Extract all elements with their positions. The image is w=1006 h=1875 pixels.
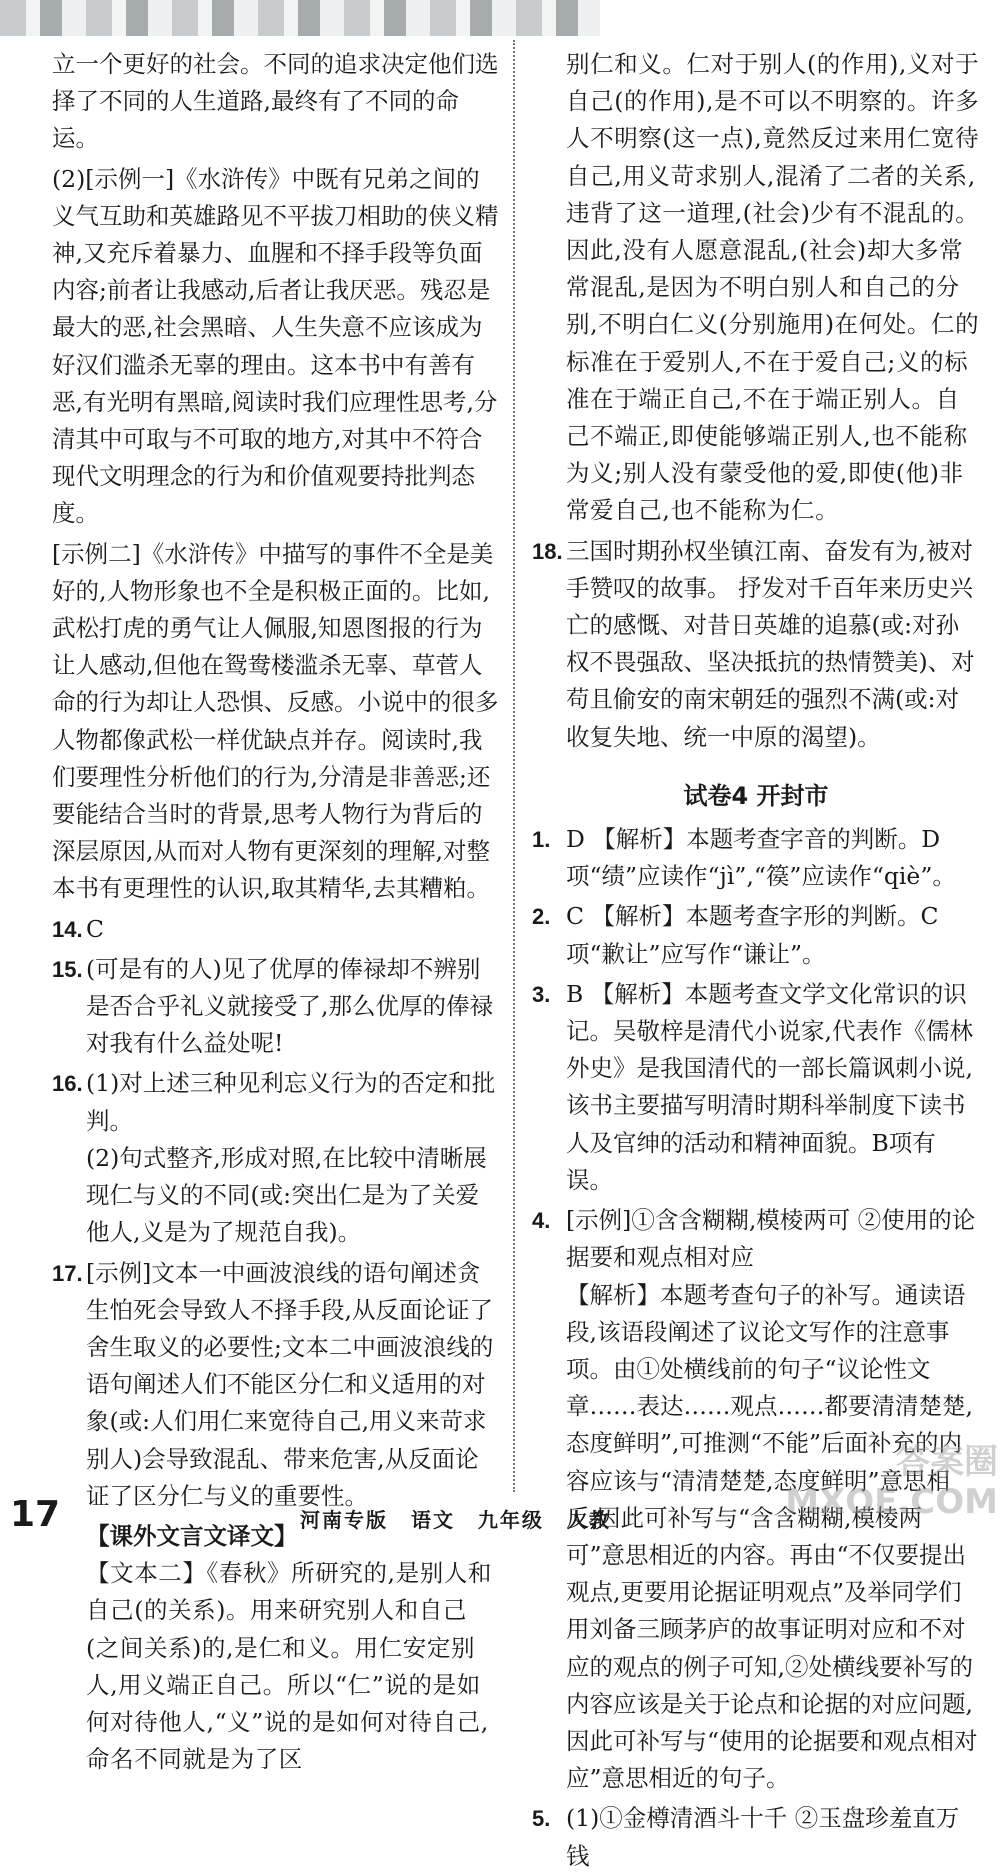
item-text: C 【解析】本题考查字形的判断。C项“歉让”应写作“谦让”。: [566, 902, 939, 968]
translation-continuation: 别仁和义。仁对于别人(的作用),义对于自己(的作用),是不可以不明察的。许多人不明察(这一点),竟然反过来用仁宽待自己,用义苛求别人,混淆了二者的关系,违背了这一道理,(社会)少有不混乱的。因此,没有人愿意混乱,(社会)却大多常常混乱,是因为不明白别人和自己的分别,不明白仁义(分别施用)在何处。仁的标准在于爱别人,不在于爱自己;义的标准在于端正自己,不在于端正别人。自己不端正,即使能够端正别人,也不能称为义;别人没有蒙受他的爱,即使(他)非常爱自己,也不能称为仁。: [566, 50, 980, 525]
item-number: 17.: [52, 1260, 83, 1286]
book-info: 河南专版 语文 九年级 人教: [300, 1508, 611, 1532]
item-number: 1.: [532, 827, 551, 853]
answer-item-16: [52, 1065, 500, 1139]
item-number: 18.: [532, 538, 563, 564]
answer-item-17: [52, 1255, 500, 1515]
item-text: (可是有的人)见了优厚的俸禄却不辨别是否合乎礼义就接受了,那么优厚的俸禄对我有什么益处呢!: [86, 954, 493, 1058]
item-text: [示例]①含含糊糊,模棱两可 ②使用的论据要和观点相对应: [566, 1206, 976, 1272]
item-text: (1)对上述三种见利忘义行为的否定和批判。: [86, 1069, 496, 1135]
answer-item-15: [52, 951, 500, 1063]
answer-item-2: [532, 898, 980, 972]
item-text: [示例]文本一中画波浪线的语句阐述贪生怕死会导致人不择手段,从反面论证了舍生取义的必要性;文本二中画波浪线的语句阐述人们不能区分仁和义适用的对象(或:人们用仁来宽待自己,用义来苛求别人)会导致混乱、带来危害,从反面论证了区分仁与义的重要性。: [86, 1258, 494, 1510]
header-decoration: [0, 0, 600, 36]
right-column: [532, 46, 980, 1875]
continuation-paragraph: 立一个更好的社会。不同的追求决定他们选择了不同的人生道路,最终有了不同的命运。: [52, 50, 499, 153]
answer-item-16-part-2: [52, 1140, 500, 1252]
item-number: 15.: [52, 956, 83, 982]
item-number: 4.: [532, 1208, 551, 1234]
section-title: 试卷4 开封市: [683, 781, 829, 810]
item-number: 5.: [532, 1806, 551, 1832]
page-number: 17: [10, 1494, 61, 1535]
item-number: 3.: [532, 981, 551, 1007]
answer-item-4: [532, 1202, 980, 1276]
item-number: 16.: [52, 1071, 83, 1097]
item-text: C: [86, 914, 104, 943]
watermark-logo: 答案圈 MXQE.COM: [785, 1442, 998, 1522]
item-text: 三国时期孙权坐镇江南、奋发有为,被对手赞叹的故事。 抒发对千百年来历史兴亡的感慨、对昔日英雄的追慕(或:对孙权不畏强敌、坚决抵抗的热情赞美)、对苟且偷安的南宋朝廷的强烈不满(或:对收复失地、统一中原的渴望)。: [566, 536, 975, 751]
item-number: 2.: [532, 904, 551, 930]
answer-item-3: [532, 976, 980, 1199]
example-two-paragraph: [示例二]《水浒传》中描写的事件不全是美好的,人物形象也不全是积极正面的。比如,武松打虎的勇气让人佩服,知恩图报的行为让人感动,但他在鸳鸯楼滥杀无辜、草菅人命的行为却让人恐惧、反感。小说中的很多人物都像武松一样优缺点并存。阅读时,我们要理性分析他们的行为,分清是非善恶;还要能结合当时的背景,思考人物行为背后的深层原因,从而对人物有更深刻的理解,对整本书有更理性的认识,取其精华,去其糟粕。: [52, 539, 499, 903]
item-number: 14.: [52, 916, 83, 942]
item-text: (2)句式整齐,形成对照,在比较中清晰展现仁与义的不同(或:突出仁是为了关爱他人,义是为了规范自我)。: [86, 1143, 487, 1247]
answer-item-1: [532, 821, 980, 895]
answer-item-5: [532, 1800, 980, 1874]
translation-text: 【文本二】《春秋》所研究的,是别人和自己(的关系)。用来研究别人和自己(之间关系)的,是仁和义。用仁安定别人,用义端正自己。所以“仁”说的是如何对待他人,“义”说的是如何对待自己,命名不同就是为了区: [86, 1559, 493, 1774]
item-4-analysis: 【解析】本题考查句子的补写。通读语段,该语段阐述了议论文写作的注意事项。由①处横线前的句子“议论性文章……表达……观点……都要清清楚楚,态度鲜明”,可推测“不能”后面补充的内容应该与“清清楚楚,态度鲜明”意思相反,因此可补写与“含含糊糊,模棱两可”意思相近的内容。再由“不仅要提出观点,更要用论据证明观点”及举同学们用刘备三顾茅庐的故事证明对应和不对应的观点的例子可知,②处横线要补写的内容应该是关于论点和论据的对应问题,因此可补写与“使用的论据要和观点相对应”意思相近的句子。: [566, 1280, 978, 1793]
answer-item-14: [52, 911, 500, 948]
translation-heading: 【课外文言文译文】: [86, 1521, 298, 1550]
example-one-paragraph: (2)[示例一]《水浒传》中既有兄弟之间的义气互助和英雄路见不平拔刀相助的侠义精神,又充斥着暴力、血腥和不择手段等负面内容;前者让我感动,后者让我厌恶。残忍是最大的恶,社会黑暗、人生失意不应该成为好汉们滥杀无辜的理由。这本书中有善有恶,有光明有黑暗,阅读时我们应理性思考,分清其中可取与不可取的地方,对其中不符合现代文明理念的行为和价值观要持批判态度。: [52, 164, 499, 528]
column-divider: [513, 40, 515, 1492]
item-text: (1)①金樽清酒斗十千 ②玉盘珍羞直万钱: [566, 1804, 960, 1870]
answer-item-18: [532, 533, 980, 756]
item-text: B 【解析】本题考查文学文化常识的识记。吴敬梓是清代小说家,代表作《儒林外史》是我国清代的一部长篇讽刺小说,该书主要描写明清时期科举制度下读书人及官绅的活动和精神面貌。B项有误。: [566, 979, 973, 1194]
item-text: D 【解析】本题考查字音的判断。D项“绩”应读作“jì”,“篌”应读作“qiè”。: [566, 825, 956, 891]
